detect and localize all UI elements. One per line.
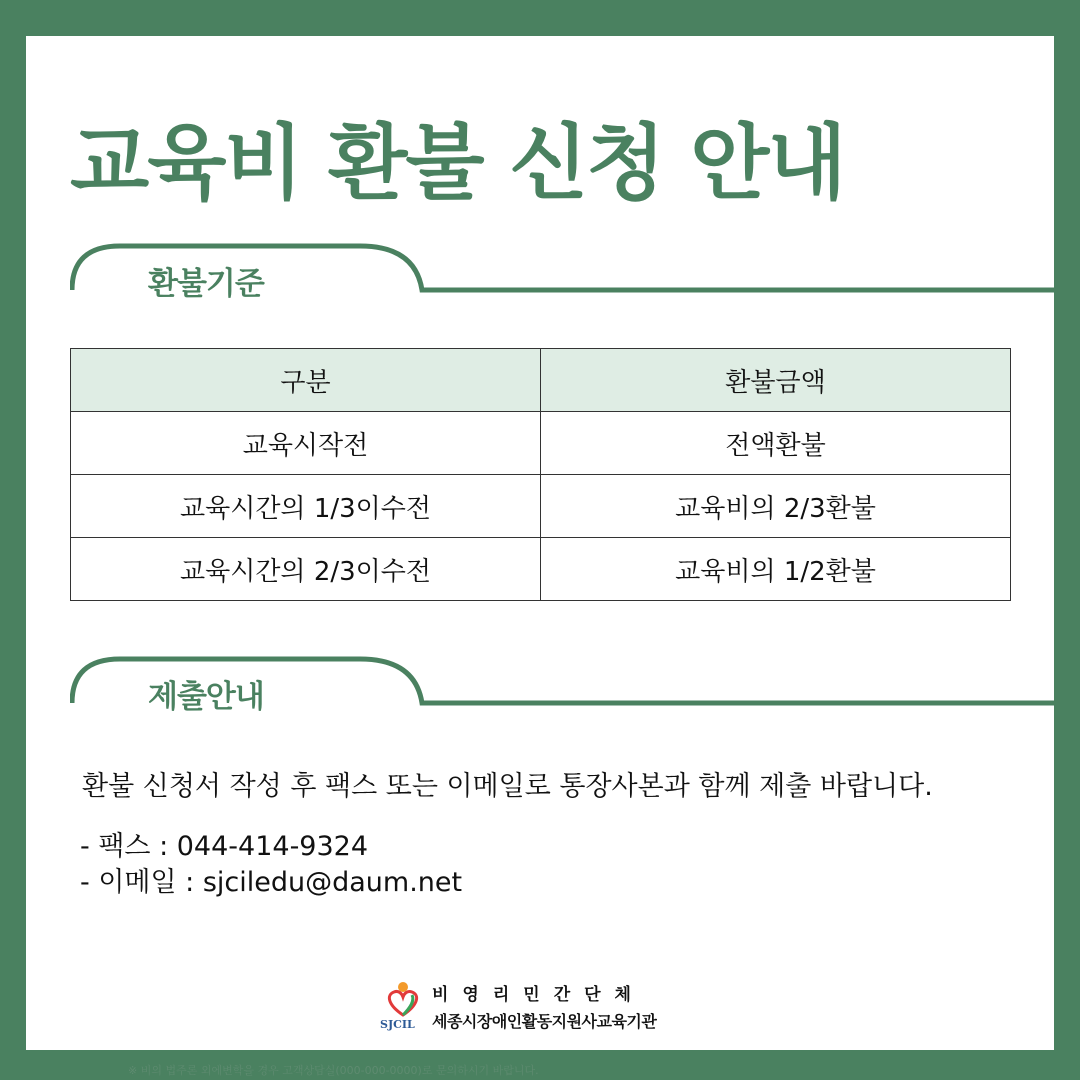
- table-cell-amount: 교육비의 1/2환불: [541, 538, 1011, 601]
- table-header-category: 구분: [71, 349, 541, 412]
- sjcil-logo: [380, 981, 426, 1031]
- table-row: [71, 475, 1011, 538]
- table-header-row: [71, 349, 1011, 412]
- table-cell-amount: 교육비의 2/3환불: [541, 475, 1011, 538]
- table-header-refund-amount: 환불금액: [541, 349, 1011, 412]
- submission-instructions: 환불 신청서 작성 후 팩스 또는 이메일로 통장사본과 함께 제출 바랍니다.: [82, 771, 933, 802]
- section-header-refund-criteria: [70, 242, 1054, 302]
- section-label-submission: 제출안내: [148, 679, 264, 715]
- heart-logo-icon: [380, 981, 426, 1017]
- notice-card: [26, 36, 1054, 1050]
- page-title: 교육비 환불 신청 안내: [70, 116, 845, 211]
- logo-wordmark: SJCIL: [380, 1018, 415, 1031]
- org-type-label: 비영리민간단체: [432, 985, 645, 1005]
- table-cell-category: 교육시간의 2/3이수전: [71, 538, 541, 601]
- section-header-submission: [70, 655, 1054, 715]
- table-cell-category: 교육시작전: [71, 412, 541, 475]
- refund-criteria-table: [70, 348, 1011, 601]
- fax-number: - 팩스 : 044-414-9324: [80, 831, 369, 862]
- footnote: ※ 비의 법주론 외에변학을 경우 고객상담실(000-000-0000)로 문의하시기 바랍니다.: [128, 1064, 539, 1077]
- organization-footer: [380, 980, 656, 1032]
- table-cell-amount: 전액환불: [541, 412, 1011, 475]
- table-cell-category: 교육시간의 1/3이수전: [71, 475, 541, 538]
- section-label-refund-criteria: 환불기준: [148, 266, 264, 302]
- org-name-label: 세종시장애인활동지원사교육기관: [432, 1012, 657, 1031]
- table-row: [71, 412, 1011, 475]
- table-row: [71, 538, 1011, 601]
- email-address[interactable]: - 이메일 : sjciledu@daum.net: [80, 867, 463, 898]
